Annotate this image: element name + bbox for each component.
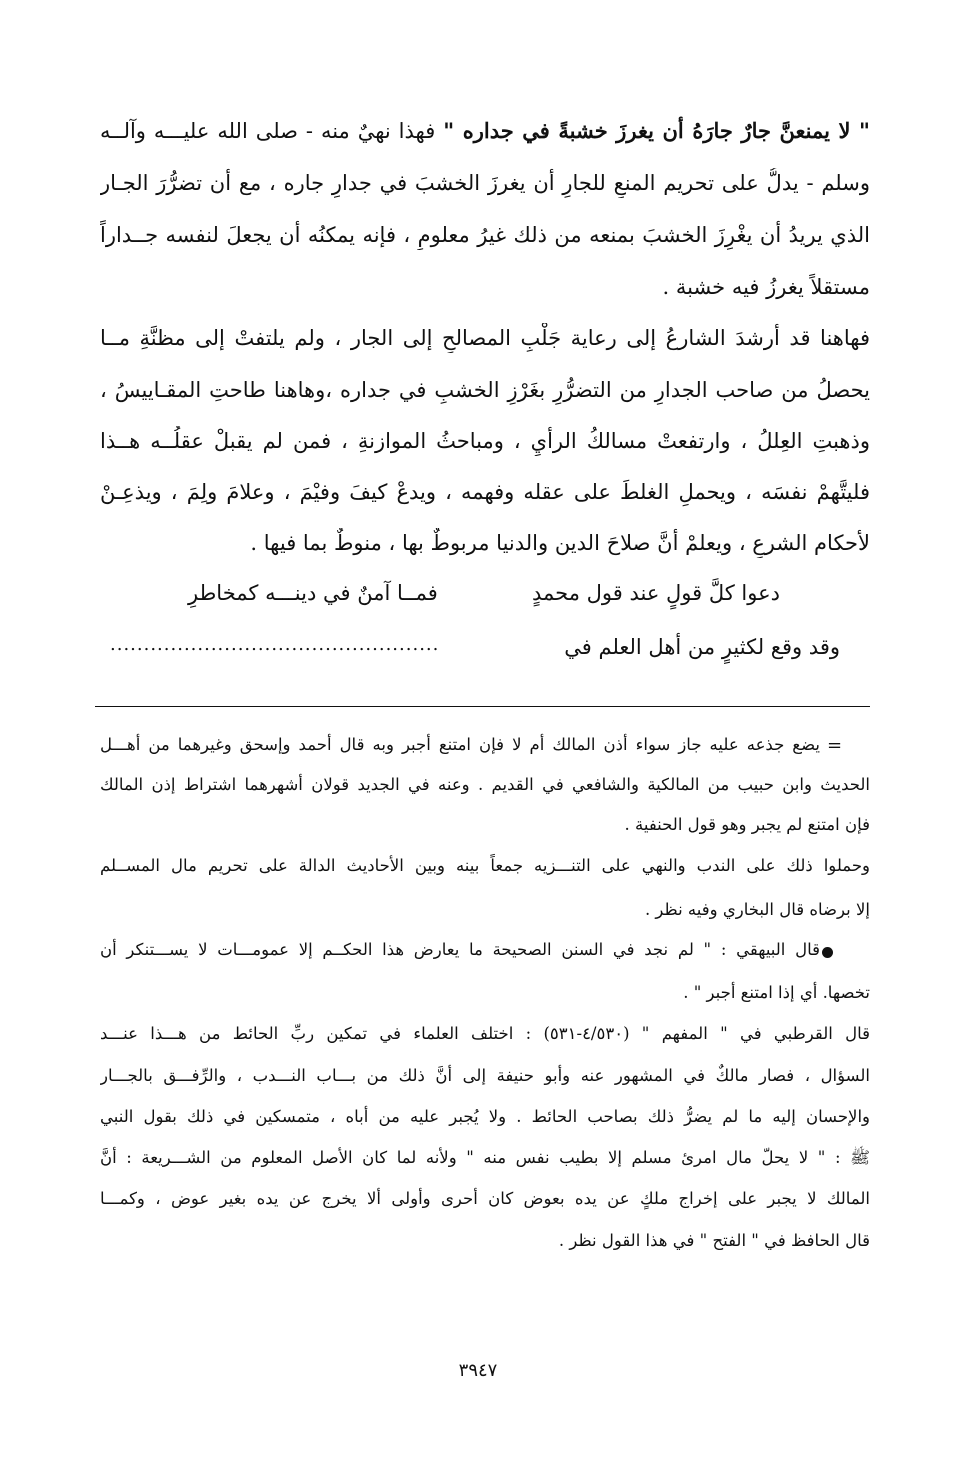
footnote-line-1: يضع جذعه عليه جاز سواء أذن المالك أم لا فإن امتنع أجبر وبه قال أحمد وإسحق وغيرهما من أهـــل (100, 735, 820, 754)
footnote-line-13: قال الحافظ في " الفتح " في هذا القول نظر . (558, 1231, 870, 1250)
main-line-2: وسلم - يدلُّ على تحريم المنعِ للجارِ أن يغرزَ الخشبَ في جدارِ جاره ، مع أن تضرُّرَ الجـار (100, 171, 870, 195)
main-line-9: لأحكام الشرعِ ، ويعلمْ أنَّ صلاحَ الدين والدنيا مربوطٌ بها ، منوطٌ بما فيها . (250, 531, 870, 555)
closing-dots: ................................................. (110, 634, 440, 655)
footnote-line-6: قال البيهقي : " لم نجد في السنن الصحيحة ما يعارض هذا الحكــم إلا عمومـــات لا يســـتنكر أن (100, 940, 820, 959)
footnote-line-2: الحديث وابن حبيب من المالكية والشافعي في القديم . وعنه في الجديد قولان أشهرهما اشتراط إذن المالك (100, 775, 870, 794)
footnote-line-7: تخصها. أي إذا امتنع أجبر " . (683, 983, 870, 1002)
main-line-7: وذهبتِ العِللُ ، وارتفعتْ مسالكُ الرأيِ ، ومباحثُ الموازنةِ ، فمن لم يقبلْ عقلُــه هــذا (100, 429, 870, 453)
verse-hemistich-1: دعوا كلَّ قولٍ عند قول محمدٍ (532, 581, 780, 605)
footnote-line-4: وحملوا ذلك على الندب والنهي على التنـــزيه جمعاً بينه وبين الأحاديث الدالة على تحريم مال المســلم (100, 856, 870, 875)
footnote-line-9: السؤال ، فصار مالكٌ في المشهور عنه وأبو حنيفة إلى أنَّ ذلك من بـــاب النـــدب ، والرِّفـــق بالجـــار (100, 1066, 870, 1085)
footnote-line-10: والإحسان إليه ما لم يضرُّ ذلك بصاحب الحائط . ولا يُجبر عليه من أباه ، متمسكين في ذلك بقول النبي (100, 1107, 870, 1126)
main-line-5: فهاهنا قد أرشدَ الشارعُ إلى رعاية جَلْبِ المصالحِ إلى الجار ، ولم يلتفتْ إلى مظنَّةِ مــا (100, 326, 870, 350)
footnote-line-3: فإن امتنع لم يجبر وهو قول الحنفية . (624, 815, 870, 834)
main-line-8: فليتَّهمْ نفسَه ، ويحملِ الغلطَ على عقله وفهمه ، ويدعْ كيفَ وفيْمَ ، وعلامَ ولِمَ ، ويذعِـنْ (100, 480, 870, 504)
footnote-bullet (822, 947, 833, 958)
footnote-line-8: قال القرطبي في " المفهم " (٤/٥٣٠-٥٣١) : اختلف العلماء في تمكين ربِّ الحائط من هـــذا عنـــد (100, 1024, 870, 1043)
footnote-line-12: المالك لا يجبر على إخراج ملكٍ عن يده بعوض كان أحرى وأولى ألا يخرج عن يده بغير عوض ، وكمـــا (100, 1189, 870, 1208)
continuation-marker: = (827, 735, 843, 756)
main-line-1: " لا يمنعنَّ جارٌ جارَهُ أن يغرزَ خشبةً في جداره " فهذا نهيٌ منه - صلى الله عليـــه وآلــه (100, 118, 870, 143)
footnote-line-5: إلا برضاه قال البخاري وفيه نظر . (644, 900, 870, 919)
main-line-3: الذي يريدُ أن يغْرِزَ الخشبَ بمنعه من ذلك غيرُ معلومٍ ، فإنه يمكنُه أن يجعلَ لنفسه جــداراً (100, 223, 870, 247)
main-line-4: مستقلاً يغرزُ فيه خشبة . (662, 275, 870, 299)
footnote-separator (95, 706, 870, 707)
main-line-6: يحصلُ من صاحب الجدارِ من التضرُّرِ بغَرْزِ الخشبِ في جداره ،وهاهنا طاحتِ المقـاييسُ ، (100, 378, 870, 402)
verse-hemistich-2: فمــا آمنٌ في دينـــه كمخاطرِ (188, 581, 438, 605)
closing-line: وقد وقع لكثيرٍ من أهل العلم في (564, 635, 840, 659)
footnote-line-11: ﷺ : " لا يحلّ مال امرئ مسلم إلا بطيب نفس منه " ولأنه لما كان الأصل المعلوم من الشـــريعة : أنَّ (100, 1148, 870, 1167)
page-number: ٣٩٤٧ (458, 1360, 498, 1381)
hadith-quote: " لا يمنعنَّ جارٌ جارَهُ أن يغرزَ خشبةً في جداره " (443, 118, 870, 143)
